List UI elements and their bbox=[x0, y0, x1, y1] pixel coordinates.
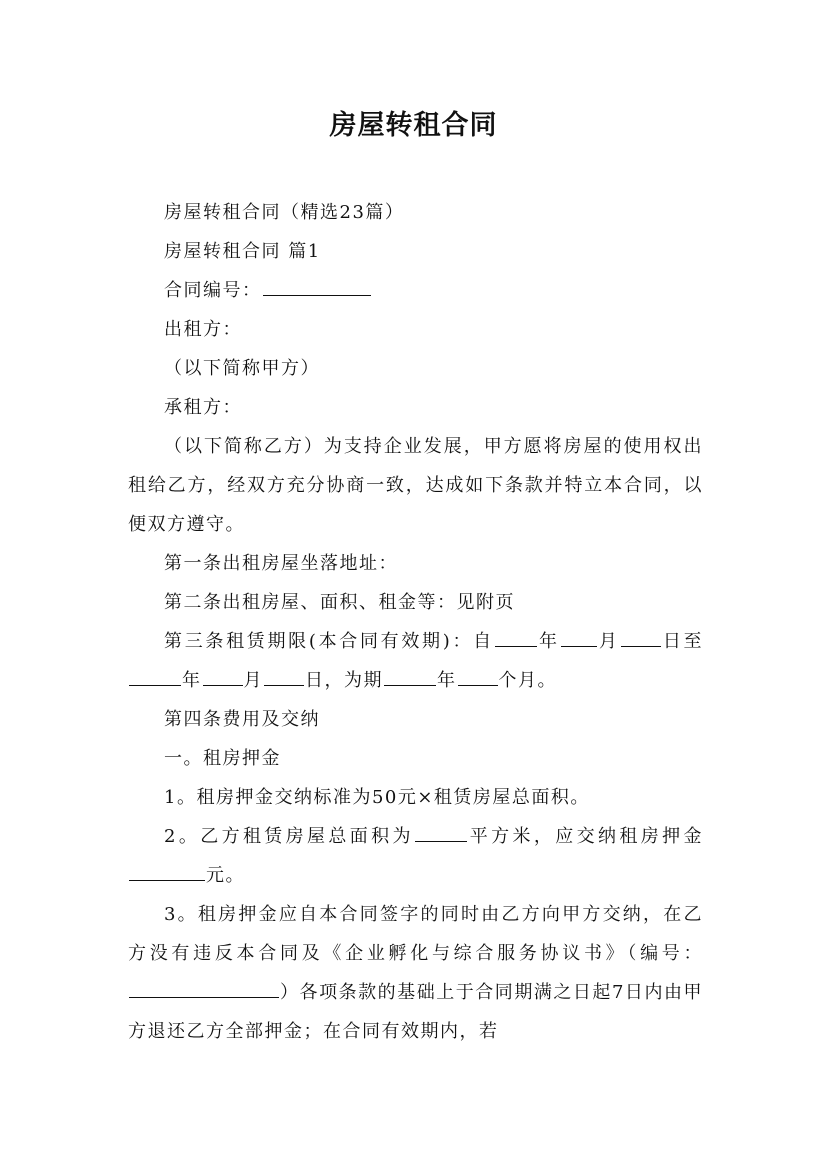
document-body bbox=[128, 193, 703, 1051]
paragraph-lessor-abbr: （以下简称甲方） bbox=[164, 358, 320, 379]
blank-line bbox=[384, 663, 436, 686]
paragraph-lessor: 出租方： bbox=[164, 319, 242, 340]
paragraph-article-2: 第二条出租房屋、面积、租金等：见附页 bbox=[164, 592, 515, 613]
paragraph-article-3: 第三条租赁期限(本合同有效期)：自 年 月 日至年 月 日，为期 年 个月。 bbox=[128, 622, 703, 700]
paragraph-item-2: 2。乙方租赁房屋总面积为 平方米，应交纳租房押金元。 bbox=[128, 817, 703, 895]
paragraph-item-3: 3。租房押金应自本合同签字的同时由乙方向甲方交纳，在乙方没有违反本合同及《企业孵化与综合服务协议书》（编号：）各项条款的基础上于合同期满之日起7日内由甲方退还乙方全部押金；在合同有效期内，若 bbox=[128, 904, 703, 1042]
contract-number-label: 合同编号： bbox=[164, 280, 262, 301]
blank-line bbox=[561, 624, 597, 647]
paragraph-chapter-heading: 房屋转租合同 篇1 bbox=[164, 241, 321, 262]
blank-line bbox=[129, 858, 205, 881]
blank-line bbox=[458, 663, 498, 686]
paragraph-preamble: （以下简称乙方）为支持企业发展，甲方愿将房屋的使用权出租给乙方，经双方充分协商一致，达成如下条款并特立本合同，以便双方遵守。 bbox=[128, 436, 703, 535]
blank-line bbox=[495, 624, 537, 647]
blank-line bbox=[621, 624, 661, 647]
blank-line bbox=[415, 819, 467, 842]
paragraph-item-1: 1。租房押金交纳标准为50元×租赁房屋总面积。 bbox=[164, 787, 590, 808]
paragraph-contract-number bbox=[128, 271, 703, 310]
paragraph-subtitle: 房屋转租合同（精选23篇） bbox=[164, 202, 405, 223]
paragraph-lessee: 承租方： bbox=[164, 397, 242, 418]
blank-line bbox=[263, 273, 371, 296]
document-title: 房屋转租合同 bbox=[329, 110, 498, 141]
paragraph-section-1: 一。租房押金 bbox=[164, 748, 281, 769]
blank-line bbox=[129, 663, 181, 686]
paragraph-article-4: 第四条费用及交纳 bbox=[164, 709, 320, 730]
paragraph-article-1: 第一条出租房屋坐落地址： bbox=[164, 553, 398, 574]
blank-line bbox=[129, 975, 279, 998]
blank-line bbox=[203, 663, 243, 686]
blank-line bbox=[264, 663, 304, 686]
